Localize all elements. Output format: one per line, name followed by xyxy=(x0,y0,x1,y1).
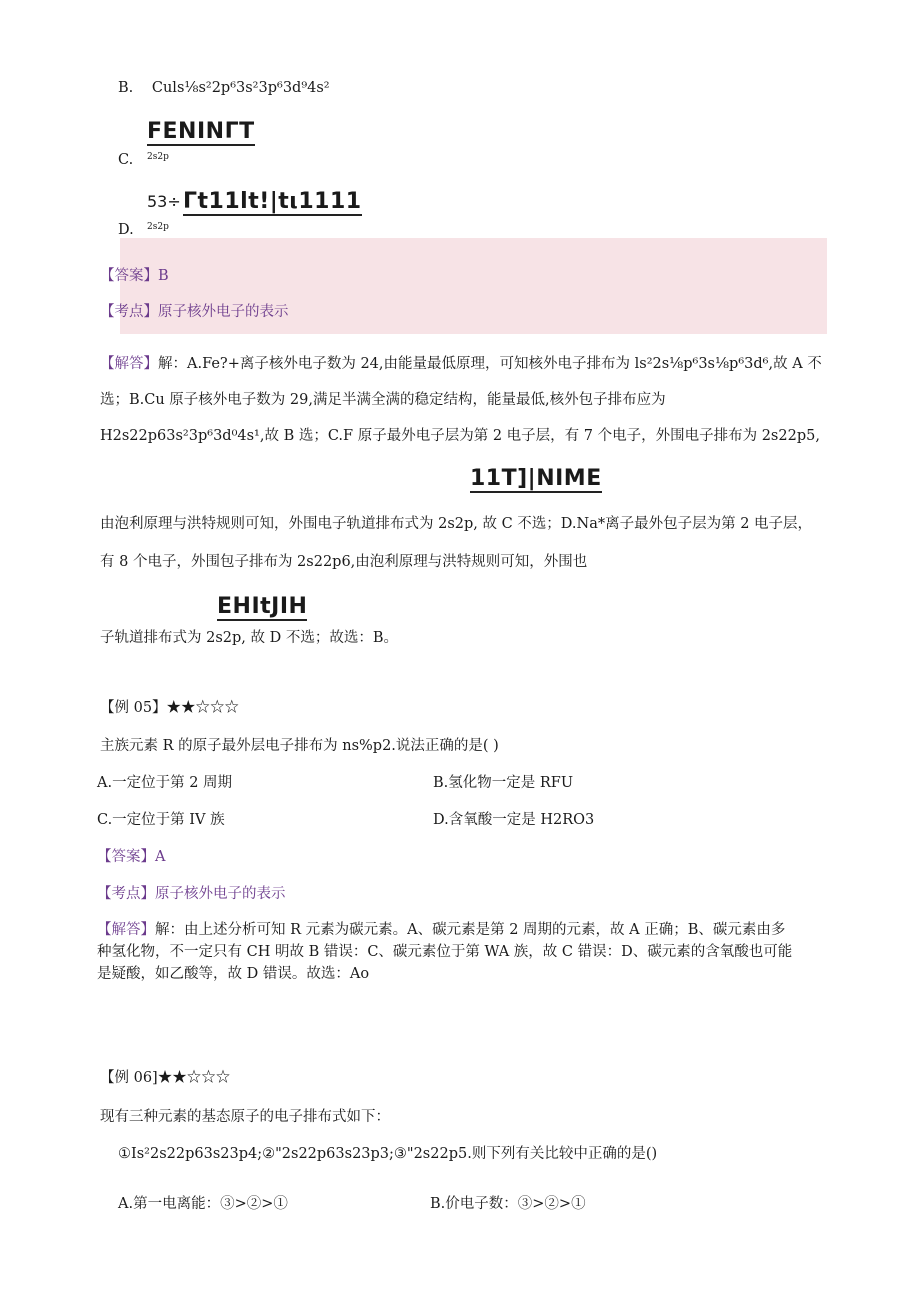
option-c-sub: 2s2p xyxy=(147,152,169,162)
solution-label: 【解答】 xyxy=(100,356,158,372)
q05-solution-line-1 xyxy=(97,918,785,939)
q06-option-a: A.第一电离能：③>②>① xyxy=(118,1196,288,1212)
q04-topic xyxy=(100,300,289,321)
q04-solution-line-5: 有 8 个电子，外围包子排布为 2s22p6,由泡利原理与洪特规则可知，外围也 xyxy=(100,554,588,570)
q06-option-b: B.价电子数：③>②>① xyxy=(430,1196,586,1212)
c-orbital-diagram: 11T]|NIME xyxy=(470,466,602,491)
answer-label: 【答案】 xyxy=(100,268,158,284)
q05-option-a: A.一定位于第 2 周期 xyxy=(97,775,233,791)
option-b-letter: B. xyxy=(118,80,134,96)
q04-solution-line-2: 选；B.Cu 原子核外电子数为 29,满足半满全满的稳定结构，能量最低,核外包子排布应为 xyxy=(100,392,666,408)
q05-solution-line-3: 是疑酸，如乙酸等，故 D 错误。故选：Ao xyxy=(97,966,370,982)
q05-answer xyxy=(97,845,165,866)
q05-option-c: C.一定位于第 IV 族 xyxy=(97,812,225,828)
option-b-text: Culs⅛s²2p⁶3s²3p⁶3d⁹4s² xyxy=(151,80,330,96)
q04-solution-line-3: H2s22p63s²3p⁶3d⁰4s¹,故 B 选；C.F 原子最外电子层为第 2 电子层，有 7 个电子，外围电子排布为 2s22p5, xyxy=(100,428,820,444)
q05-topic xyxy=(97,882,286,903)
option-c-orbital-diagram: FENINΓT xyxy=(147,119,255,144)
q05-option-d: D.含氧酸一定是 H2RO3 xyxy=(433,812,595,828)
solution-text: 解：由上述分析可知 R 元素为碳元素。A、碳元素是第 2 周期的元素，故 A 正确；B、碳元素由多 xyxy=(155,922,786,938)
topic-label: 【考点】 xyxy=(100,304,158,320)
option-c-line xyxy=(118,152,133,168)
q05-option-b: B.氢化物一定是 RFU xyxy=(433,775,574,791)
option-d-sub: 2s2p xyxy=(147,222,169,232)
q04-solution-line-6: 子轨道排布式为 2s2p, 故 D 不选；故选：B。 xyxy=(100,630,398,646)
topic-value: 原子核外电子的表示 xyxy=(158,304,289,320)
solution-text: 解：A.Fe?+离子核外电子数为 24,由能量最低原理，可知核外电子排布为 ls²2s⅛p⁶3s⅛p⁶3d⁶,故 A 不 xyxy=(158,356,822,372)
q06-title: 【例 06]★★☆☆☆ xyxy=(100,1070,231,1086)
d-orbital-diagram: EHItJIH xyxy=(217,594,308,619)
q05-title: 【例 05】★★☆☆☆ xyxy=(100,700,240,716)
answer-label: 【答案】 xyxy=(97,849,155,865)
q04-solution-line-4: 由泡利原理与洪特规则可知，外围电子轨道排布式为 2s2p, 故 C 不选；D.Na*离子最外包子层为第 2 电子层， xyxy=(100,516,813,532)
q06-stem: 现有三种元素的基态原子的电子排布式如下： xyxy=(100,1109,390,1125)
topic-value: 原子核外电子的表示 xyxy=(155,886,286,902)
q05-solution-line-2: 种氢化物，不一定只有 CH 明故 B 错误：C、碳元素位于第 WA 族，故 C 错误：D、碳元素的含氧酸也可能 xyxy=(97,944,793,960)
q04-solution-line-1 xyxy=(100,352,822,373)
topic-label: 【考点】 xyxy=(97,886,155,902)
solution-label: 【解答】 xyxy=(97,922,155,938)
q04-answer xyxy=(100,264,169,285)
option-b-line xyxy=(118,80,330,96)
option-d-line xyxy=(118,222,134,238)
option-d-orbital-diagram: Γt11lt!|tι1111 xyxy=(183,189,362,214)
option-d-prefix: 53÷ xyxy=(147,192,181,211)
q05-stem: 主族元素 R 的原子最外层电子排布为 ns%p2.说法正确的是( ) xyxy=(100,738,499,754)
option-d-letter: D. xyxy=(118,222,134,238)
answer-value: A xyxy=(155,849,166,865)
option-c-letter: C. xyxy=(118,152,134,168)
answer-value: B xyxy=(158,268,169,284)
q06-configs: ①Is²2s22p63s23p4;②"2s22p63s23p3;③"2s22p5.则下列有关比较中正确的是() xyxy=(118,1146,658,1162)
